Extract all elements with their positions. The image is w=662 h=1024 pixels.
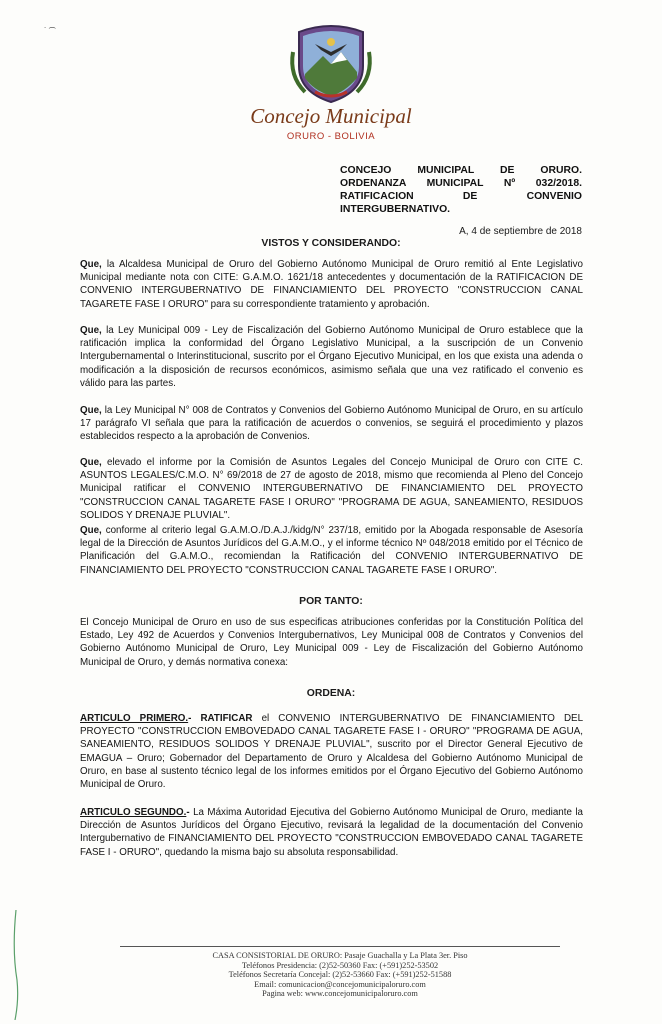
considerando-1 (80, 258, 583, 311)
considerando-text: la Alcaldesa Municipal de Oruro del Gobierno Autónomo Municipal de Oruro remitió al Ente Legislativo Municipal mediante nota con CITE: G.A.M.O. 1621/18 antecedentes y documentación de la RATIFICACION DE CONVENIO INTERGUBERNATIVO DE FINANCIAMIENTO DEL PROYECTO "CONSTRUCCION CANAL TAGARETE FASE I ORURO" para su correspondiente tratamiento y aprobación. (80, 259, 583, 310)
footer-phone-secretary: Teléfonos Secretaría Concejal: (2)52-53660 Fax: (+591)252-51588 (228, 970, 452, 980)
por-tanto-text: El Concejo Municipal de Oruro en uso de sus especificas atribuciones conferidas por la Constitución Política del Estado, Ley 492 de Acuerdos y Convenios Intergubernativos, Ley Municipal 008 de Contratos y Convenios del Gobierno Autónomo Municipal de Oruro, Ley Municipal 009 - Ley de Fiscalización del Gobierno Autónomo Municipal de Oruro, y demás normativa conexa: (80, 617, 583, 668)
articulo-lead: - (186, 807, 190, 818)
ordena-heading: ORDENA: (306, 688, 356, 699)
considerando-text: la Ley Municipal N° 008 de Contratos y Convenios del Gobierno Autónomo Municipal de Oruro, en su artículo 17 parágrafo VI señala que para la ratificación de acuerdos o convenios, se seguirá el procedimiento y plazos establecidos respecto a la aprobación de Convenios. (80, 405, 583, 443)
articulo-text: el CONVENIO INTERGUBERNATIVO DE FINANCIAMIENTO DEL PROYECTO "CONSTRUCCION EMBOVEDADO CANAL TAGARETE FASE I - ORURO" "PROGRAMA DE AGUA, SANEAMIENTO, RESIDUOS SOLIDOS Y DRENAJE PLUVIAL", suscrito por el Director General Ejecutivo de EMAGUA – Oruro; Gobernador del Departamento de Oruro y Alcaldesa del Gobierno Autónomo Municipal de Oruro, en base al sustento técnico legal de los informes emitidos por el Órgano Ejecutivo del Gobierno Autónomo Municipal de Oruro. (80, 713, 584, 791)
footer-website: Pagina web: www.concejomunicipaloruro.com (262, 989, 418, 999)
considerando-4 (80, 456, 583, 522)
articulo-title: ARTICULO PRIMERO. (80, 713, 189, 724)
council-brand-name: Concejo Municipal (250, 104, 412, 128)
considerando-2 (80, 324, 583, 390)
council-city: ORURO - BOLIVIA (286, 131, 376, 142)
articulo-segundo (80, 806, 583, 859)
considerando-text: elevado el informe por la Comisión de Asuntos Legales del Concejo Municipal de Oruro con CITE C. ASUNTOS LEGALES/C.M.O. N° 69/2018 de 27 de agosto de 2018, mismo que recomienda al Pleno del Concejo Municipal ratificar el CONVENIO INTERGUBERNATIVO DE FINANCIAMIENTO DEL PROYECTO "CONSTRUCCION CANAL TAGARETE FASE I ORURO" "PROGRAMA DE AGUA, SANEAMIENTO, RESIDUOS SOLIDOS Y DRENAJE PLUVIAL". (80, 457, 583, 521)
footer-address: CASA CONSISTORIAL DE ORURO: Pasaje Guachalla y La Plata 3er. Piso (212, 951, 468, 960)
considerando-3 (80, 404, 583, 444)
articulo-primero (80, 712, 583, 791)
footer-contact (140, 951, 540, 999)
articulo-title: ARTICULO SEGUNDO. (80, 807, 187, 818)
footer-phone-presidency: Teléfonos Presidencia: (2)52-50360 Fax: (+591)252-53502 (241, 960, 439, 970)
footer-email: Email: comunicacion@concejomunicipaloruro.com (254, 979, 426, 989)
scan-edge-mark (12, 910, 20, 1020)
articulo-text: La Máxima Autoridad Ejecutiva del Gobierno Autónomo Municipal de Oruro, mediante la Dirección de Asuntos Jurídicos del Órgano Ejecutivo, revisará la legalidad de la documentación del Convenio Intergubernativo de FINANCIAMIENTO DEL PROYECTO "CONSTRUCCION EMBOVEDADO CANAL TAGARETE FASE I - ORURO", quedando la misma bajo su absoluta responsabilidad. (80, 807, 583, 858)
considerando-lead: Que, (80, 405, 102, 416)
considerando-text: la Ley Municipal 009 - Ley de Fiscalización del Gobierno Autónomo Municipal de Oruro establece que la ratificación implica la conformidad del Órgano Legislativo Municipal, a la suscripción de un Convenio Intergubernamental o Interinstitucional, suscrito por el Órgano Ejecutivo Municipal, en los que exista una adenda o modificación a la disposición de recursos económicos, asimismo señala que una vez ratificado el convenio es válido para las partes. (80, 325, 583, 389)
considerando-lead: Que, (80, 259, 102, 270)
municipal-crest-logo (285, 22, 377, 104)
considerando-lead: Que, (80, 325, 102, 336)
scan-mark: ˙ ͡ (44, 26, 50, 36)
document-date: A, 4 de septiembre de 2018 (459, 226, 582, 237)
articulo-lead: - RATIFICAR (188, 713, 253, 724)
considerando-lead: Que, (80, 457, 102, 468)
considerando-text: conforme al criterio legal G.A.M.O./D.A.J./kidg/N° 237/18, emitido por la Abogada responsable de Asesoría legal de la Dirección de Asuntos Jurídicos del G.A.M.O., y el informe técnico Nº 048/2018 emitido por el Técnico de Planificación del G.A.M.O., recomiendan la Ratificación del CONVENIO INTERGUBERNATIVO DE FINANCIAMIENTO DEL PROYECTO "CONSTRUCCION CANAL TAGARETE FASE I ORURO". (80, 525, 583, 576)
footer-divider (120, 946, 560, 947)
vistos-heading: VISTOS Y CONSIDERANDO: (261, 238, 401, 249)
considerando-5 (80, 524, 583, 577)
considerando-lead: Que, (80, 525, 102, 536)
por-tanto-heading: POR TANTO: (299, 596, 363, 607)
document-title: CONCEJO MUNICIPAL DE ORURO. ORDENANZA MUNICIPAL Nº 032/2018. RATIFICACION DE CONVENIO INTERGUBERNATIVO. (340, 165, 582, 215)
